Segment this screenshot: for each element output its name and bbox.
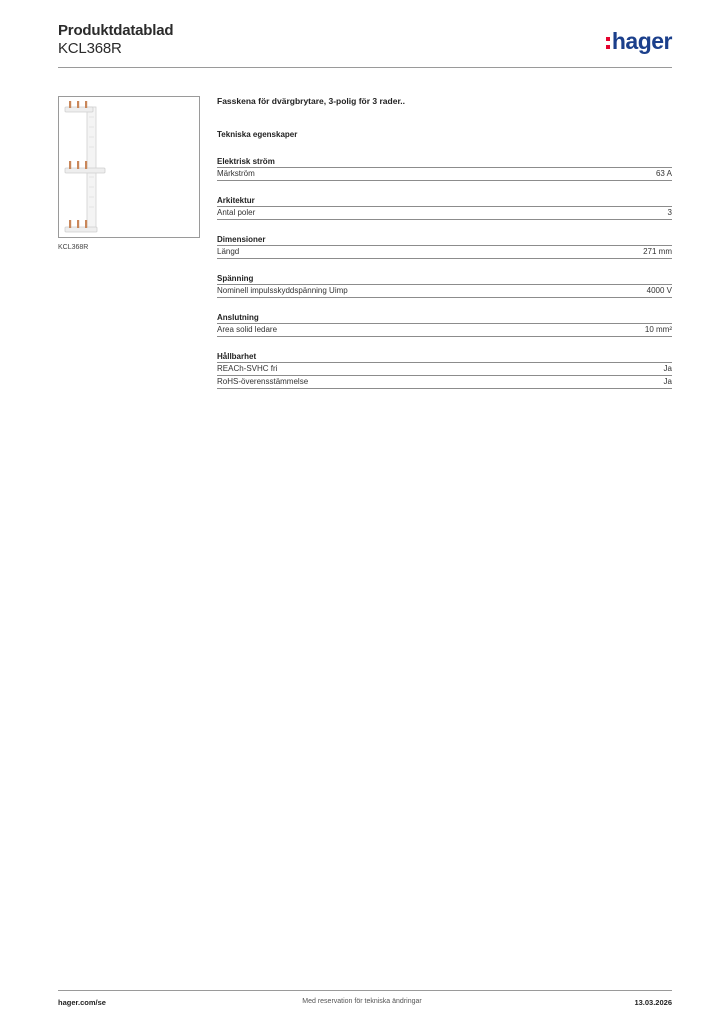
busbar-product-image-icon bbox=[59, 97, 199, 237]
spec-label: Area solid ledare bbox=[217, 325, 278, 334]
footer-divider bbox=[58, 990, 672, 991]
spec-group-architecture bbox=[217, 195, 672, 220]
footer-date: 13.03.2026 bbox=[634, 998, 672, 1007]
spec-row bbox=[217, 362, 672, 375]
spec-row bbox=[217, 284, 672, 298]
spec-label: Antal poler bbox=[217, 208, 256, 217]
product-description: Fasskena för dvärgbrytare, 3-polig för 3 rader.. bbox=[217, 96, 406, 106]
spec-row bbox=[217, 167, 672, 181]
spec-group-voltage bbox=[217, 273, 672, 298]
group-title: Hållbarhet bbox=[217, 352, 257, 361]
spec-group-dimensions bbox=[217, 234, 672, 259]
group-title: Elektrisk ström bbox=[217, 157, 275, 166]
header-divider bbox=[58, 67, 672, 68]
logo-dots-icon bbox=[606, 37, 610, 49]
spec-value: 10 mm² bbox=[644, 325, 672, 334]
footer-disclaimer: Med reservation för tekniska ändringar bbox=[302, 998, 422, 1005]
product-image-caption: KCL368R bbox=[58, 244, 89, 251]
group-title: Arkitektur bbox=[217, 196, 255, 205]
spec-group-sustainability bbox=[217, 351, 672, 389]
spec-heading: Tekniska egenskaper bbox=[217, 130, 298, 139]
product-code-title: KCL368R bbox=[58, 40, 122, 57]
group-title: Anslutning bbox=[217, 313, 259, 322]
spec-value: 63 A bbox=[655, 169, 672, 178]
spec-label: REACh-SVHC fri bbox=[217, 364, 278, 373]
spec-value: Ja bbox=[663, 377, 672, 386]
spec-row bbox=[217, 323, 672, 337]
document-title: Produktdatablad bbox=[58, 22, 174, 39]
footer-website-link[interactable]: hager.com/se bbox=[58, 998, 106, 1007]
logo-text: hager bbox=[611, 27, 672, 54]
hager-logo bbox=[606, 28, 672, 54]
spec-label: Nominell impulsskyddspänning Uimp bbox=[217, 286, 348, 295]
spec-row bbox=[217, 375, 672, 389]
spec-content bbox=[217, 96, 672, 389]
spec-group-connection bbox=[217, 312, 672, 337]
spec-value: Ja bbox=[663, 364, 672, 373]
spec-label: Märkström bbox=[217, 169, 255, 178]
product-image-frame bbox=[58, 96, 200, 238]
spec-value: 4000 V bbox=[646, 286, 672, 295]
spec-group-electric-current bbox=[217, 156, 672, 181]
group-title: Dimensioner bbox=[217, 235, 266, 244]
spec-value: 3 bbox=[667, 208, 672, 217]
spec-row bbox=[217, 245, 672, 259]
spec-label: Längd bbox=[217, 247, 240, 256]
spec-label: RoHS-överensstämmelse bbox=[217, 377, 309, 386]
group-title: Spänning bbox=[217, 274, 254, 283]
spec-value: 271 mm bbox=[643, 247, 672, 256]
page-header bbox=[58, 22, 672, 68]
spec-row bbox=[217, 206, 672, 220]
